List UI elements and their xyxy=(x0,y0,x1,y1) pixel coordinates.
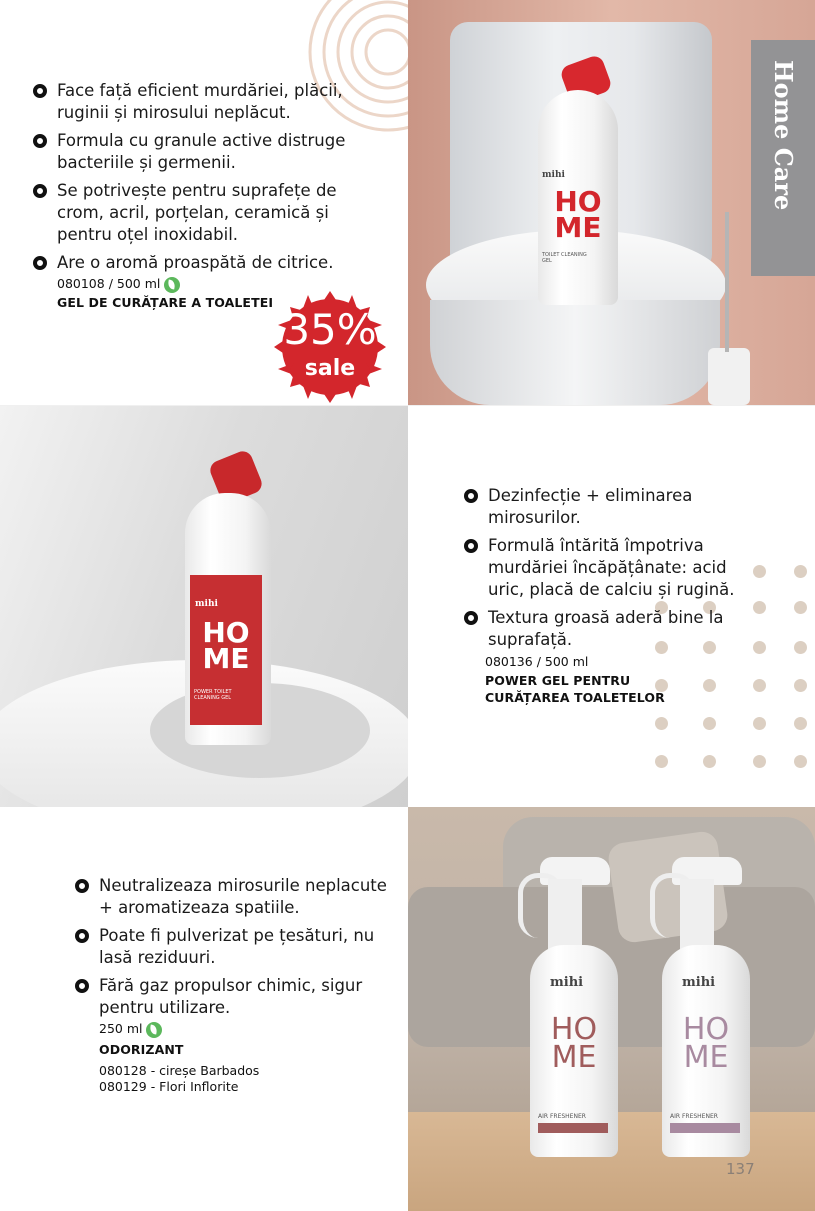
bullet-icon xyxy=(75,929,89,943)
page-number: 137 xyxy=(726,1160,755,1178)
product-code: 080108 / 500 ml xyxy=(57,276,180,293)
bullet-icon xyxy=(464,539,478,553)
product-volume: 250 ml xyxy=(99,1021,162,1038)
bullet-icon xyxy=(464,611,478,625)
side-tab xyxy=(751,40,815,276)
bottle-home-top: HO xyxy=(554,185,602,218)
feature-item: Neutralizeaza mirosurile neplacute + aromatizeaza spatiile. xyxy=(75,875,395,919)
section-toilet-gel xyxy=(0,0,408,405)
variant-item: 080128 - cireșe Barbados xyxy=(99,1063,260,1078)
bottle-brand: mihi xyxy=(195,599,218,609)
bottle-home-top: HO xyxy=(202,616,250,649)
bullet-icon xyxy=(464,489,478,503)
air-freshener-photo xyxy=(408,807,815,1211)
product-name: ODORIZANT xyxy=(99,1042,184,1057)
feature-item: Fără gaz propulsor chimic, sigur pentru utilizare. xyxy=(75,975,395,1019)
product-name-line2: CURĂȚAREA TOALETELOR xyxy=(485,690,665,705)
product-code: 080136 / 500 ml xyxy=(485,654,589,669)
bottle-brand: mihi xyxy=(542,170,565,180)
bottle-home-top: HO xyxy=(682,1012,730,1047)
bottle-home-top: HO xyxy=(550,1012,598,1047)
section-air-freshener xyxy=(0,807,408,1211)
bullet-icon xyxy=(33,184,47,198)
product-bottle xyxy=(508,857,618,1157)
bullet-icon xyxy=(75,879,89,893)
product-name: GEL DE CURĂȚARE A TOALETEI xyxy=(57,295,274,310)
feature-item: Poate fi pulverizat pe țesături, nu lasă reziduuri. xyxy=(75,925,395,969)
divider xyxy=(0,405,815,406)
bottle-home-bottom: ME xyxy=(683,1040,729,1075)
feature-list xyxy=(33,80,373,280)
product-bottle xyxy=(528,60,628,305)
bottle-home-bottom: ME xyxy=(554,211,602,244)
feature-item: Se potrivește pentru suprafețe de crom, acril, porțelan, ceramică și pentru oțel inoxidabil. xyxy=(33,180,373,246)
bullet-icon xyxy=(33,134,47,148)
feature-item: Formula cu granule active distruge bacteriile și germenii. xyxy=(33,130,373,174)
feature-list xyxy=(464,485,754,657)
feature-item: Face față eficient murdăriei, plăcii, ruginii și mirosului neplăcut. xyxy=(33,80,373,124)
feature-item: Dezinfecție + eliminarea mirosurilor. xyxy=(464,485,754,529)
feature-item: Are o aromă proaspătă de citrice. xyxy=(33,252,373,274)
eco-leaf-icon xyxy=(146,1022,162,1038)
bottle-home-bottom: ME xyxy=(551,1040,597,1075)
bottle-subtitle: POWER TOILET CLEANING GEL xyxy=(194,689,232,701)
side-tab-label: Home Care xyxy=(769,60,798,211)
feature-item: Formulă întărită împotriva murdăriei încăpățânate: acid uric, placă de calciu și rugină. xyxy=(464,535,754,601)
variant-item: 080129 - Flori Inflorite xyxy=(99,1079,239,1094)
section-power-gel xyxy=(408,405,815,807)
bottle-brand: mihi xyxy=(550,975,584,990)
bottle-home-bottom: ME xyxy=(202,642,250,675)
bottle-subtitle: AIR FRESHENER xyxy=(538,1113,586,1120)
bullet-icon xyxy=(33,256,47,270)
bottle-subtitle: TOILET CLEANING GEL xyxy=(542,252,587,264)
sale-percent: 35% xyxy=(283,305,377,354)
sale-label: sale xyxy=(304,356,356,381)
bullet-icon xyxy=(33,84,47,98)
product-bottle xyxy=(180,455,275,745)
eco-leaf-icon xyxy=(164,277,180,293)
feature-list xyxy=(75,875,395,1025)
feature-item: Textura groasă aderă bine la suprafață. xyxy=(464,607,754,651)
power-gel-photo xyxy=(0,405,408,807)
sale-badge xyxy=(268,285,392,409)
product-bottle xyxy=(640,857,750,1157)
product-name-line1: POWER GEL PENTRU xyxy=(485,673,631,688)
bullet-icon xyxy=(75,979,89,993)
bottle-subtitle: AIR FRESHENER xyxy=(670,1113,718,1120)
bottle-brand: mihi xyxy=(682,975,716,990)
